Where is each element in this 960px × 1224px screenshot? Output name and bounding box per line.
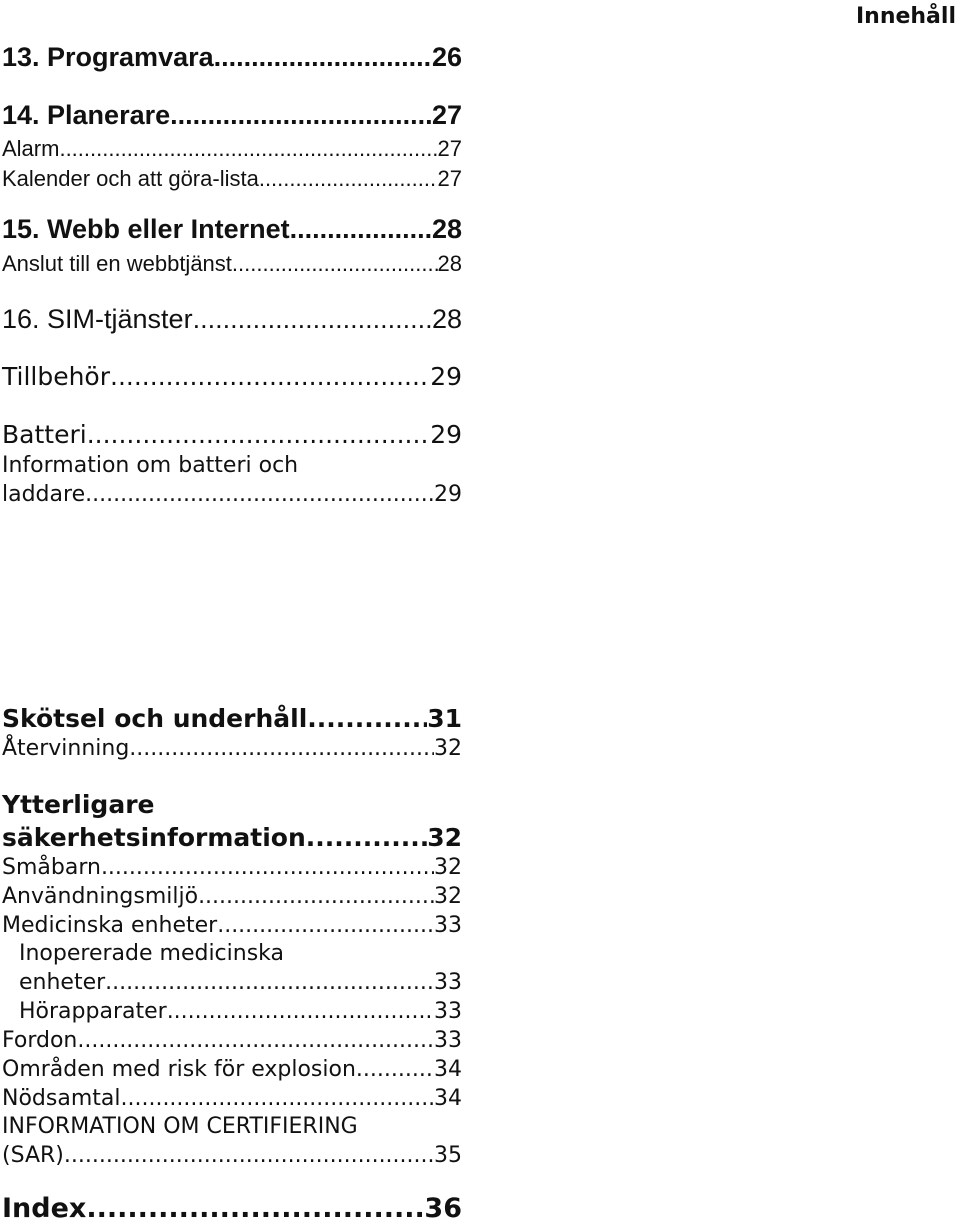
toc-page-number: 33 [434,1028,462,1053]
toc-entry-medicinska-enheter[interactable] [2,915,462,937]
toc-entry-title: Index [2,1193,87,1224]
toc-entry-title: (SAR) [2,1143,64,1168]
toc-entry-title: Batteri [2,420,87,449]
toc-entry-title: Återvinning [2,736,130,761]
page-header-title: Innehåll [855,4,956,29]
toc-page-number: 32 [434,855,462,880]
toc-entry-batteri-info-line1[interactable]: Information om batteri och [2,453,299,478]
toc-entry-anslut[interactable] [2,253,462,275]
toc-entry-title: laddare [2,482,86,507]
toc-leader [290,216,432,243]
toc-leader [356,1059,434,1081]
toc-entry-planerare[interactable] [2,102,462,129]
toc-entry-kalender[interactable] [2,168,462,190]
toc-entry-title: Användningsmiljö [2,884,199,909]
toc-entry-explosion[interactable] [2,1059,462,1081]
toc-entry-title: Nödsamtal [2,1086,121,1111]
toc-entry-sakerhet[interactable] [2,825,462,850]
toc-leader [87,422,431,447]
toc-entry-title: 13. Programvara [2,42,214,72]
toc-leader [193,306,432,333]
toc-page-number: 34 [434,1086,462,1111]
toc-entry-title: Tillbehör [2,362,111,391]
toc-leader [214,44,432,71]
toc-entry-skotsel[interactable] [2,706,462,731]
toc-leader [129,738,434,760]
toc-page-number: 26 [431,42,462,72]
toc-page-number: 29 [430,420,462,449]
toc-entry-title: 14. Planerare [2,100,171,130]
toc-entry-sim-tjanster[interactable] [2,306,462,333]
toc-entry-tillbehor[interactable] [2,364,462,389]
toc-entry-title: 15. Webb eller Internet [2,214,290,244]
toc-page-number: 34 [434,1057,462,1082]
toc-entry-title: Anslut till en webbtjänst [2,251,232,276]
toc-entry-title: Kalender och att göra-lista [2,166,259,191]
toc-leader [120,1088,434,1110]
toc-leader [86,1195,424,1222]
toc-page-number: 28 [431,304,462,334]
toc-page-number: 33 [434,970,462,995]
toc-leader [307,706,427,731]
toc-entry-title: Medicinska enheter [2,913,218,938]
toc-entry-batteri-info[interactable] [2,484,462,506]
toc-page-number: 29 [430,362,462,391]
toc-leader [101,857,434,879]
toc-entry-webb[interactable] [2,216,462,243]
toc-entry-sakerhet-line1[interactable]: Ytterligare [2,790,155,819]
toc-page-number: 33 [434,913,462,938]
toc-leader [110,364,430,389]
toc-leader [59,138,437,160]
toc-page-number: 27 [437,166,462,191]
toc-page-number: 32 [434,736,462,761]
toc-leader [85,484,434,506]
toc-entry-inopererade[interactable] [2,972,462,994]
toc-entry-nodsamtal[interactable] [2,1088,462,1110]
toc-leader [77,1030,434,1052]
toc-page-number: 33 [434,999,462,1024]
toc-entry-title: säkerhetsinformation [2,823,306,852]
toc-leader [217,915,434,937]
toc-entry-atervinning[interactable] [2,738,462,760]
toc-entry-horapparater[interactable] [2,1001,462,1023]
toc-leader [105,972,434,994]
toc-entry-title: enheter [19,970,106,995]
toc-entry-title: Hörapparater [19,999,167,1024]
toc-entry-anvandningsmiljo[interactable] [2,886,462,908]
toc-leader [64,1145,434,1167]
toc-page-number: 36 [424,1193,462,1224]
toc-entry-index[interactable] [2,1195,462,1222]
toc-entry-title: Områden med risk för explosion [2,1057,356,1082]
toc-entry-smabarn[interactable] [2,857,462,879]
toc-page-number: 28 [437,251,462,276]
toc-page-number: 32 [427,823,462,852]
toc-entry-fordon[interactable] [2,1030,462,1052]
toc-entry-batteri[interactable] [2,422,462,447]
toc-entry-title: Skötsel och underhåll [2,704,308,733]
toc-entry-title: Alarm [2,136,60,161]
toc-leader [198,886,434,908]
toc-entry-title: Fordon [2,1028,78,1053]
toc-page-number: 32 [434,884,462,909]
toc-page-number: 29 [434,482,462,507]
toc-leader [232,253,438,275]
toc-entry-programvara[interactable] [2,44,462,71]
toc-leader [170,102,432,129]
toc-page-number: 27 [437,136,462,161]
toc-leader [306,825,427,850]
toc-page-number: 31 [427,704,462,733]
toc-entry-alarm[interactable] [2,138,462,160]
toc-leader [259,168,438,190]
toc-leader [167,1001,434,1023]
toc-entry-sar[interactable] [2,1145,462,1167]
toc-entry-title: Småbarn [2,855,101,880]
toc-entry-title: 16. SIM-tjänster [2,304,193,334]
toc-entry-inopererade-line1[interactable]: Inopererade medicinska [19,941,284,966]
toc-page-number: 35 [434,1143,462,1168]
toc-page-number: 27 [431,100,462,130]
toc-entry-sar-line1[interactable]: INFORMATION OM CERTIFIERING [2,1114,358,1139]
toc-page-number: 28 [431,214,462,244]
